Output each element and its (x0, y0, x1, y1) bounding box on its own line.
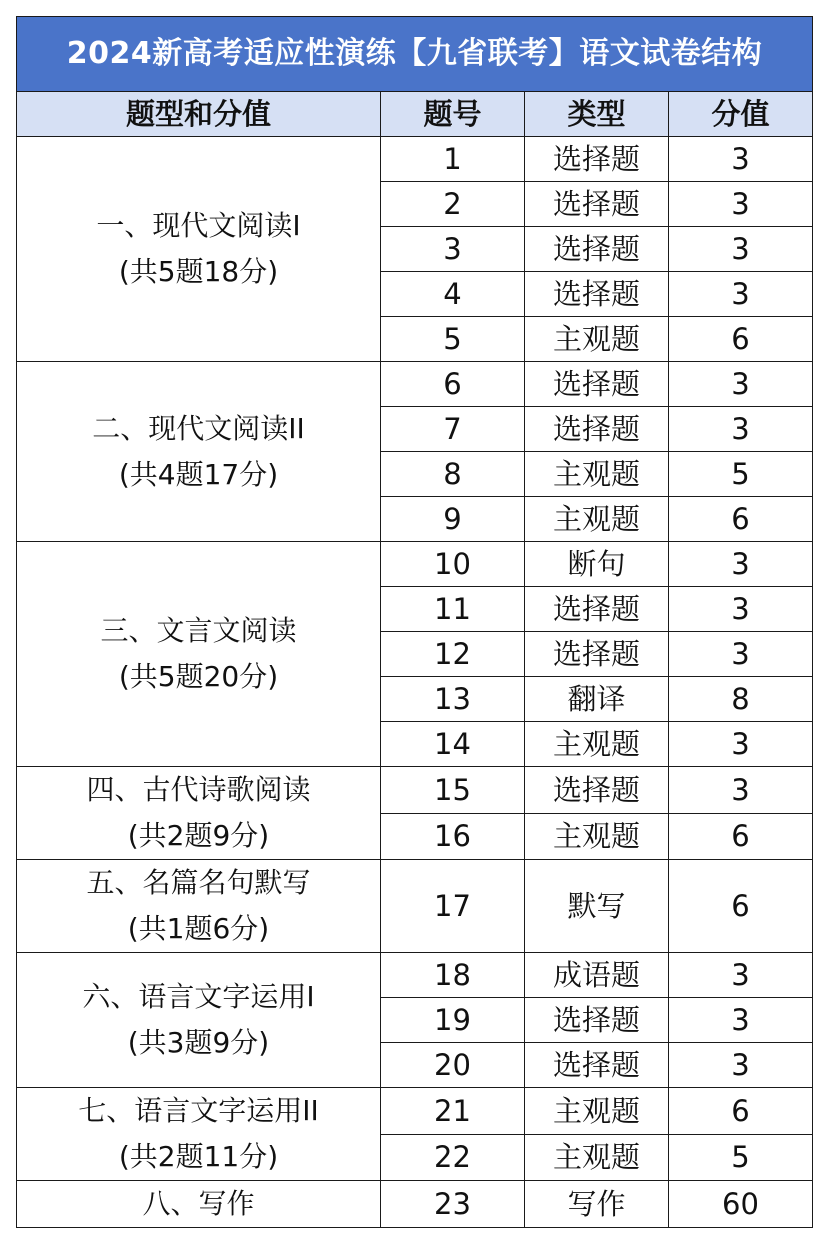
question-type-cell: 主观题 (525, 813, 669, 860)
section-cell (17, 1181, 381, 1228)
question-number-cell: 14 (381, 722, 525, 767)
score-cell: 3 (669, 362, 813, 407)
score-cell: 3 (669, 722, 813, 767)
section-summary: (共4题17分) (118, 457, 279, 491)
exam-structure-page (16, 16, 812, 1228)
section-name: 一、现代文阅读I (96, 209, 301, 242)
section-cell (17, 1088, 381, 1181)
header-type: 类型 (525, 92, 669, 137)
score-cell: 3 (669, 407, 813, 452)
question-number-cell: 1 (381, 137, 525, 182)
section-name: 八、写作 (142, 1187, 255, 1220)
question-number-cell: 22 (381, 1134, 525, 1181)
question-type-cell: 成语题 (525, 953, 669, 998)
question-type-cell: 默写 (525, 860, 669, 953)
score-cell: 3 (669, 182, 813, 227)
score-cell: 5 (669, 1134, 813, 1181)
section-cell (17, 767, 381, 860)
score-cell: 3 (669, 1043, 813, 1088)
score-cell: 3 (669, 542, 813, 587)
section-summary: (共1题6分) (127, 912, 270, 945)
section-summary: (共3题9分) (127, 1026, 270, 1059)
section-summary: (共2题9分) (127, 819, 270, 852)
question-number-cell: 23 (381, 1181, 525, 1228)
question-number-cell: 5 (381, 317, 525, 362)
question-number-cell: 15 (381, 767, 525, 814)
section-cell (17, 542, 381, 767)
question-type-cell: 主观题 (525, 722, 669, 767)
section-summary: (共5题20分) (118, 660, 279, 693)
table-row (17, 1181, 813, 1228)
header-row (17, 92, 813, 137)
question-number-cell: 6 (381, 362, 525, 407)
question-type-cell: 主观题 (525, 497, 669, 542)
section-name: 四、古代诗歌阅读 (86, 773, 311, 806)
section-name: 七、语言文字运用II (78, 1094, 319, 1127)
table-row (17, 1088, 813, 1135)
score-cell: 3 (669, 998, 813, 1043)
section-name: 六、语言文字运用I (82, 980, 315, 1013)
score-cell: 6 (669, 497, 813, 542)
table-row (17, 362, 813, 407)
section-name: 三、文言文阅读 (100, 614, 297, 647)
section-name: 五、名篇名句默写 (86, 866, 311, 899)
question-number-cell: 17 (381, 860, 525, 953)
question-type-cell: 主观题 (525, 1088, 669, 1135)
score-cell: 6 (669, 813, 813, 860)
score-cell: 6 (669, 317, 813, 362)
question-type-cell: 选择题 (525, 632, 669, 677)
question-type-cell: 选择题 (525, 272, 669, 317)
table-row (17, 860, 813, 953)
question-number-cell: 8 (381, 452, 525, 497)
section-cell (17, 953, 381, 1088)
score-cell: 3 (669, 953, 813, 998)
score-cell: 3 (669, 767, 813, 814)
question-type-cell: 断句 (525, 542, 669, 587)
table-row (17, 953, 813, 998)
table-row (17, 542, 813, 587)
section-summary: (共2题11分) (118, 1140, 279, 1173)
question-number-cell: 21 (381, 1088, 525, 1135)
question-number-cell: 10 (381, 542, 525, 587)
table-title: 2024新高考适应性演练【九省联考】语文试卷结构 (17, 17, 813, 92)
question-type-cell: 翻译 (525, 677, 669, 722)
section-cell (17, 137, 381, 362)
score-cell: 6 (669, 1088, 813, 1135)
score-cell: 5 (669, 452, 813, 497)
question-type-cell: 选择题 (525, 182, 669, 227)
section-summary: (共5题18分) (118, 255, 279, 288)
question-number-cell: 16 (381, 813, 525, 860)
question-number-cell: 11 (381, 587, 525, 632)
question-type-cell: 选择题 (525, 227, 669, 272)
header-section: 题型和分值 (17, 92, 381, 137)
section-name: 二、现代文阅读II (92, 411, 305, 445)
question-type-cell: 选择题 (525, 767, 669, 814)
question-number-cell: 18 (381, 953, 525, 998)
score-cell: 3 (669, 137, 813, 182)
question-number-cell: 3 (381, 227, 525, 272)
table-row (17, 767, 813, 814)
table-row (17, 137, 813, 182)
question-number-cell: 13 (381, 677, 525, 722)
score-cell: 3 (669, 587, 813, 632)
question-type-cell: 写作 (525, 1181, 669, 1228)
question-type-cell: 选择题 (525, 137, 669, 182)
question-type-cell: 选择题 (525, 362, 669, 407)
question-type-cell: 主观题 (525, 1134, 669, 1181)
question-type-cell: 选择题 (525, 1043, 669, 1088)
table-body (17, 137, 813, 1228)
question-type-cell: 选择题 (525, 998, 669, 1043)
question-type-cell: 主观题 (525, 452, 669, 497)
score-cell: 3 (669, 272, 813, 317)
section-cell (17, 362, 381, 542)
score-cell: 6 (669, 860, 813, 953)
exam-structure-table (16, 16, 813, 1228)
header-question-number: 题号 (381, 92, 525, 137)
question-number-cell: 9 (381, 497, 525, 542)
score-cell: 3 (669, 227, 813, 272)
question-number-cell: 7 (381, 407, 525, 452)
question-type-cell: 主观题 (525, 317, 669, 362)
score-cell: 60 (669, 1181, 813, 1228)
title-row (17, 17, 813, 92)
question-number-cell: 19 (381, 998, 525, 1043)
question-number-cell: 12 (381, 632, 525, 677)
score-cell: 3 (669, 632, 813, 677)
section-cell (17, 860, 381, 953)
question-type-cell: 选择题 (525, 407, 669, 452)
question-number-cell: 20 (381, 1043, 525, 1088)
question-type-cell: 选择题 (525, 587, 669, 632)
question-number-cell: 2 (381, 182, 525, 227)
header-score: 分值 (669, 92, 813, 137)
score-cell: 8 (669, 677, 813, 722)
question-number-cell: 4 (381, 272, 525, 317)
